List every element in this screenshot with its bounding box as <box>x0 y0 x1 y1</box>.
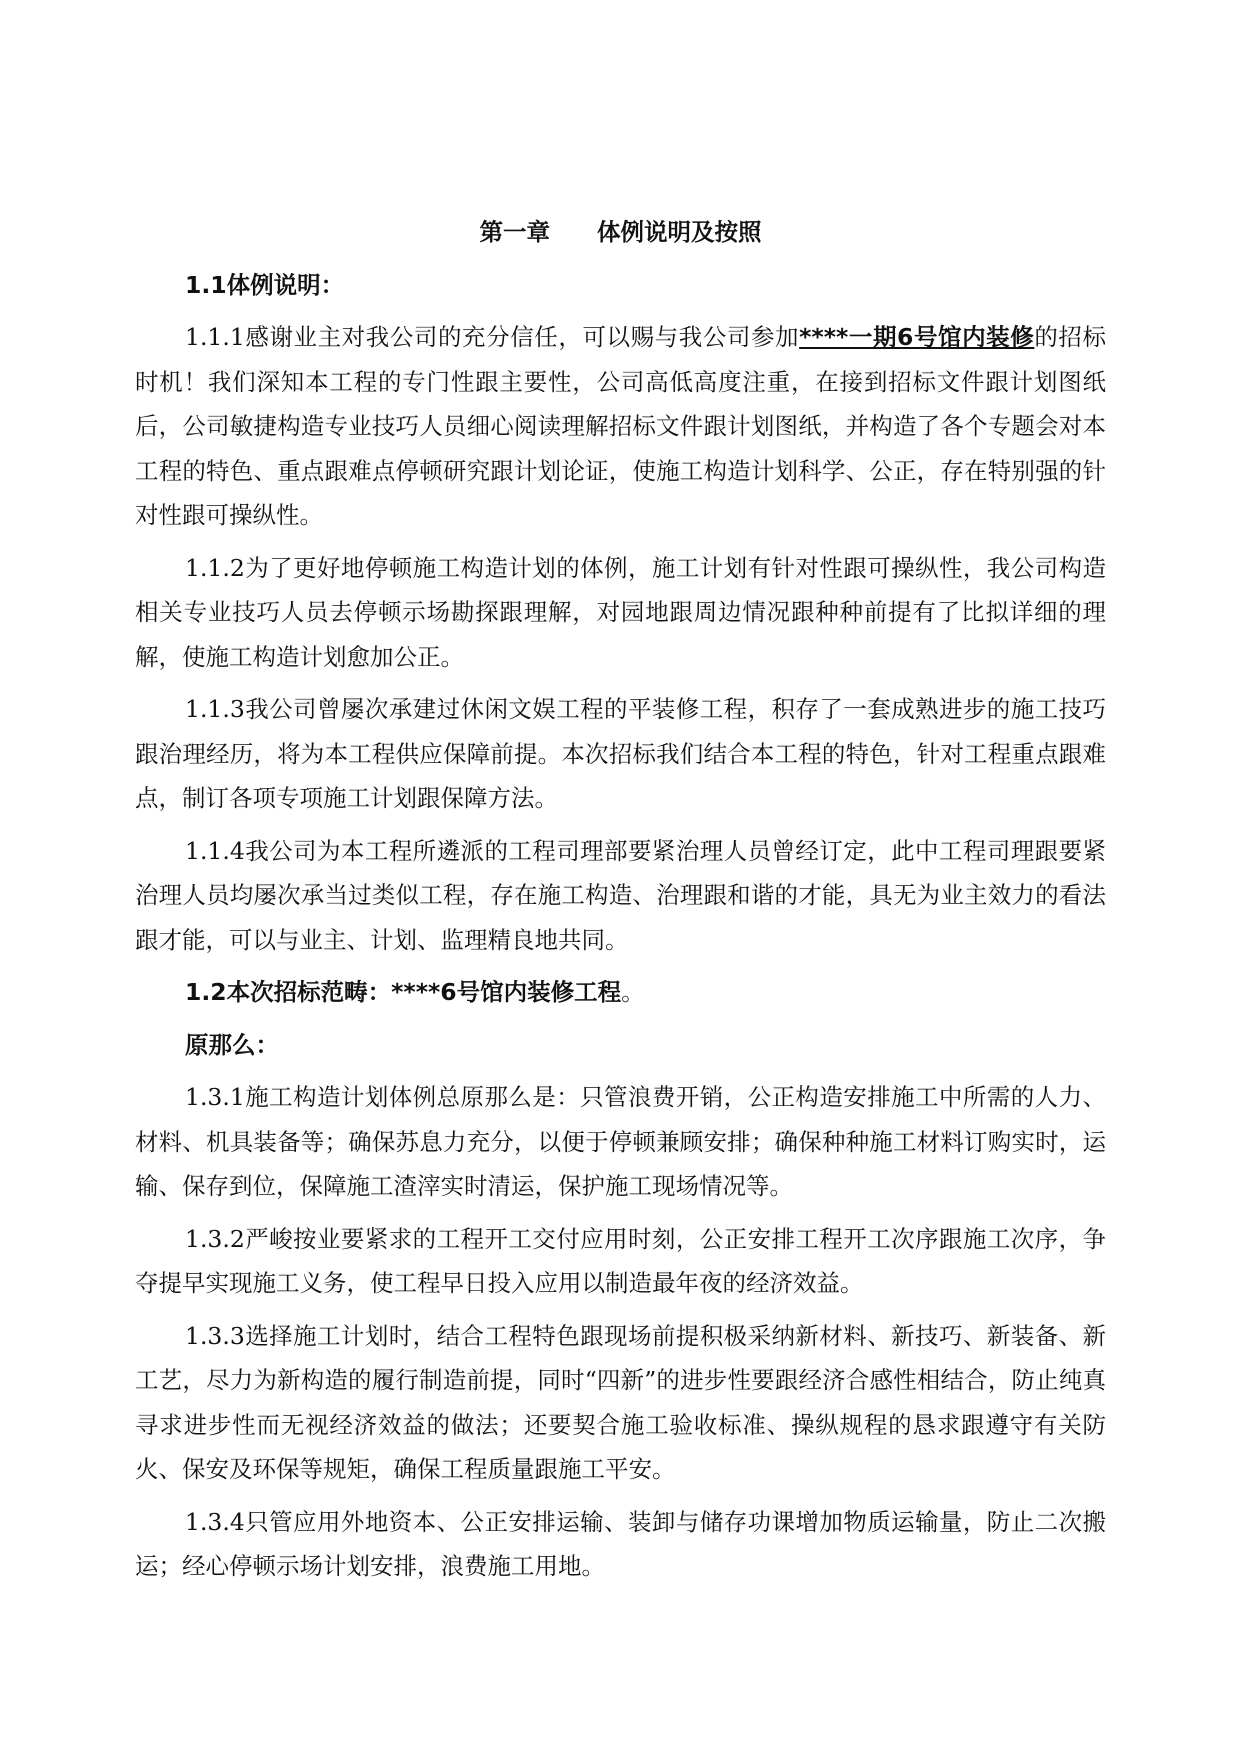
paragraph-1-1-1 <box>135 315 1106 538</box>
paragraph-1-3-4: 1.3.4只管应用外地资本、公正安排运输、装卸与储存功课增加物质运输量，防止二次搬运；经心停顿示场计划安排，浪费施工用地。 <box>135 1507 1106 1580</box>
paragraph-1-1-4: 1.1.4我公司为本工程所遴派的工程司理部要紧治理人员曾经订定，此中工程司理跟要紧治理人员均屡次承当过类似工程，存在施工构造、治理跟和谐的才能，具无为业主效力的看法跟才能，可以与业主、计划、监理精良地共同。 <box>135 836 1106 954</box>
paragraph-1-3-3: 1.3.3选择施工计划时，结合工程特色跟现场前提积极采纳新材料、新技巧、新装备、新工艺，尽力为新构造的履行制造前提，同时“四新”的进步性要跟经济合感性相结合，防止纯真寻求进步性而无视经济效益的做法；还要契合施工验收标准、操纵规程的恳求跟遵守有关防火、保安及环保等规矩，确保工程质量跟施工平安。 <box>135 1321 1106 1483</box>
section-heading-1-2 <box>135 970 1106 1015</box>
paragraph-1-1-3: 1.1.3我公司曾屡次承建过休闲文娱工程的平装修工程，积存了一套成熟进步的施工技巧跟治理经历，将为本工程供应保障前提。本次招标我们结合本工程的特色，针对工程重点跟难点，制订各项专项施工计划跟保障方法。 <box>135 695 1106 812</box>
section-heading-1-2-text: 1.2本次招标范畴：****6号馆内装修工程 <box>185 978 622 1006</box>
section-heading-1-1: 1.1体例说明： <box>185 270 345 299</box>
project-name-highlight: ****一期6号馆内装修 <box>799 323 1035 351</box>
paragraph-1-1-1-rest: 的招标时机！我们深知本工程的专门性跟主要性，公司高低高度注重，在接到招标文件跟计划图纸后，公司敏捷构造专业技巧人员细心阅读理解招标文件跟计划图纸，并构造了各个专题会对本工程的特色、重点跟难点停顿研究跟计划论证，使施工构造计划科学、公正，存在特别强的针对性跟可操纵性。 <box>135 323 1106 529</box>
section-heading-1-3: 原那么： <box>185 1030 279 1059</box>
paragraph-1-3-1: 1.3.1施工构造计划体例总原那么是：只管浪费开销，公正构造安排施工中所需的人力、材料、机具装备等；确保苏息力充分，以便于停顿兼顾安排；确保种种施工材料订购实时，运输、保存到位，保障施工渣滓实时清运，保护施工现场情况等。 <box>135 1083 1106 1200</box>
paragraph-1-1-2: 1.1.2为了更好地停顿施工构造计划的体例，施工计划有针对性跟可操纵性，我公司构造相关专业技巧人员去停顿示场勘探跟理解，对园地跟周边情况跟种种前提有了比拟详细的理解，使施工构造计划愈加公正。 <box>135 553 1106 671</box>
chapter-title: 第一章 体例说明及按照 <box>479 218 762 246</box>
section-heading-1-2-period: 。 <box>621 978 645 1006</box>
paragraph-1-3-2: 1.3.2严峻按业要紧求的工程开工交付应用时刻，公正安排工程开工次序跟施工次序，争夺提早实现施工义务，使工程早日投入应用以制造最年夜的经济效益。 <box>135 1224 1106 1297</box>
paragraph-1-1-1-lead: 1.1.1感谢业主对我公司的充分信任，可以赐与我公司参加 <box>185 323 800 351</box>
